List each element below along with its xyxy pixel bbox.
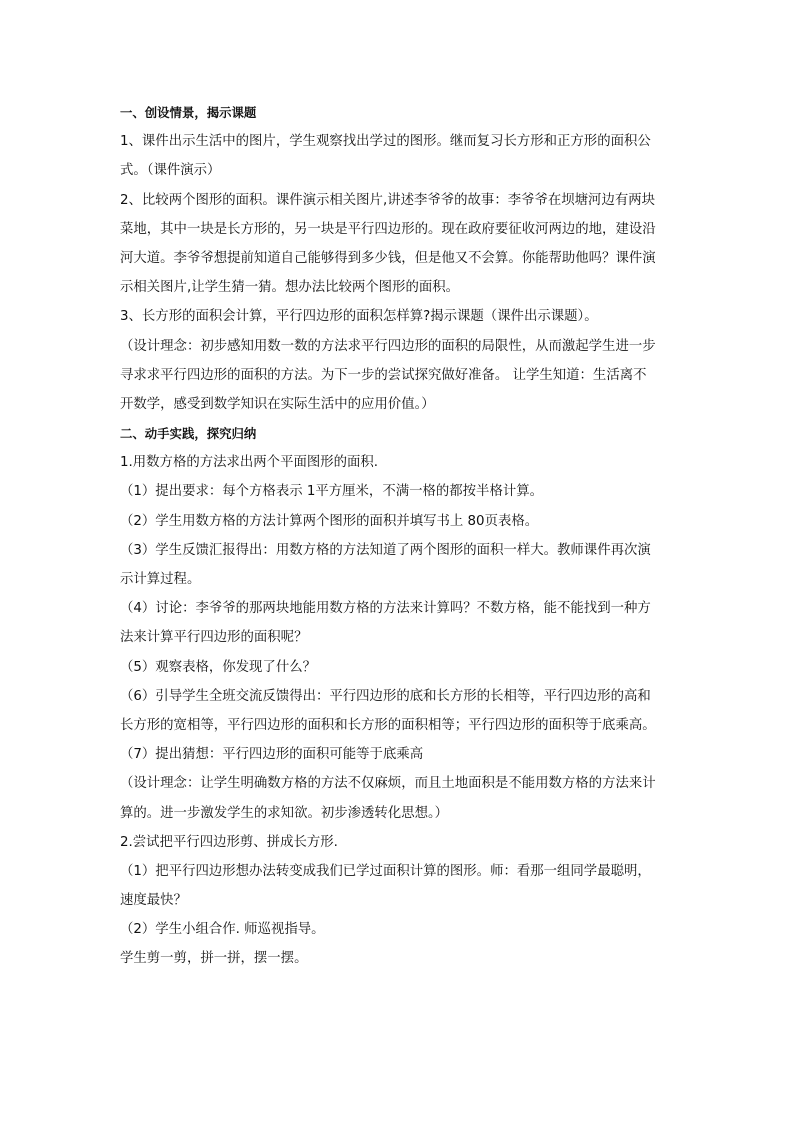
paragraph-line: 示计算过程。 <box>120 572 201 587</box>
paragraph-line: （7）提出猜想：平行四边形的面积可能等于底乘高 <box>120 747 424 763</box>
paragraph-line: 长方形的宽相等，平行四边形的面积和长方形的面积相等；平行四边形的面积等于底乘高。 <box>120 717 656 733</box>
paragraph-line: （3）学生反馈汇报得出：用数方格的方法知道了两个图形的面积一样大。教师课件再次演 <box>120 542 651 558</box>
paragraph-line: 1.用数方格的方法求出两个平面图形的面积. <box>120 455 379 471</box>
paragraph-line: （4）讨论：李爷爷的那两块地能用数方格的方法来计算吗？不数方格，能不能找到一种方 <box>120 601 651 617</box>
paragraph-line: 速度最快？ <box>120 893 187 909</box>
paragraph-line: 法来计算平行四边形的面积呢？ <box>120 630 308 646</box>
section-heading-2: 二、动手实践，探究归纳 <box>120 426 257 442</box>
design-note-line: 寻求求平行四边形的面积的方法。为下一步的尝试探究做好准备。 让学生知道：生活离不 <box>120 367 647 383</box>
paragraph-line: 3、长方形的面积会计算，平行四边形的面积怎样算?揭示课题（课件出示课题）。 <box>120 309 598 325</box>
design-note-line: 开数学，感受到数学知识在实际生活中的应用价值。） <box>120 396 435 412</box>
design-note-line: 算的。进一步激发学生的求知欲。初步渗透转化思想。） <box>120 805 449 821</box>
paragraph-line: （1）把平行四边形想办法转变成我们已学过面积计算的图形。师：看那一组同学最聪明， <box>120 863 651 879</box>
paragraph-line: 2、比较两个图形的面积。课件演示相关图片,讲述李爷爷的故事：李爷爷在坝塘河边有两块 <box>120 192 656 208</box>
paragraph-line: 河大道。李爷爷想提前知道自己能够得到多少钱，但是他又不会算。你能帮助他吗？课件演 <box>120 250 656 266</box>
paragraph-line: 1、课件出示生活中的图片，学生观察找出学过的图形。继而复习长方形和正方形的面积公 <box>120 134 651 150</box>
paragraph-line: 菜地，其中一块是长方形的，另一块是平行四边形的。现在政府要征收河两边的地，建设沿 <box>120 221 656 237</box>
design-note-line: （设计理念：让学生明确数方格的方法不仅麻烦，而且土地面积是不能用数方格的方法来计 <box>120 776 656 792</box>
paragraph-line: （1）提出要求：每个方格表示 1平方厘米，不满一格的都按半格计算。 <box>120 484 544 500</box>
paragraph-line: （6）引导学生全班交流反馈得出：平行四边形的底和长方形的长相等，平行四边形的高和 <box>120 688 651 704</box>
paragraph-line: （5）观察表格，你发现了什么？ <box>120 659 316 675</box>
design-note-line: （设计理念：初步感知用数一数的方法求平行四边形的面积的局限性，从而激起学生进一步 <box>120 338 656 354</box>
paragraph-line: 学生剪一剪，拼一拼，摆一摆。 <box>120 951 308 967</box>
paragraph-line: （2）学生小组合作. 师巡视指导。 <box>120 922 325 938</box>
document-body <box>120 98 680 974</box>
paragraph-line: 式。（课件演示） <box>120 163 221 179</box>
paragraph-line: 示相关图片,让学生猜一猜。想办法比较两个图形的面积。 <box>120 280 460 296</box>
paragraph-line: 2.尝试把平行四边形剪、拼成长方形. <box>120 834 338 850</box>
paragraph-line: （2）学生用数方格的方法计算两个图形的面积并填写书上 80页表格。 <box>120 513 539 529</box>
section-heading-1: 一、创设情景，揭示课题 <box>120 105 257 120</box>
